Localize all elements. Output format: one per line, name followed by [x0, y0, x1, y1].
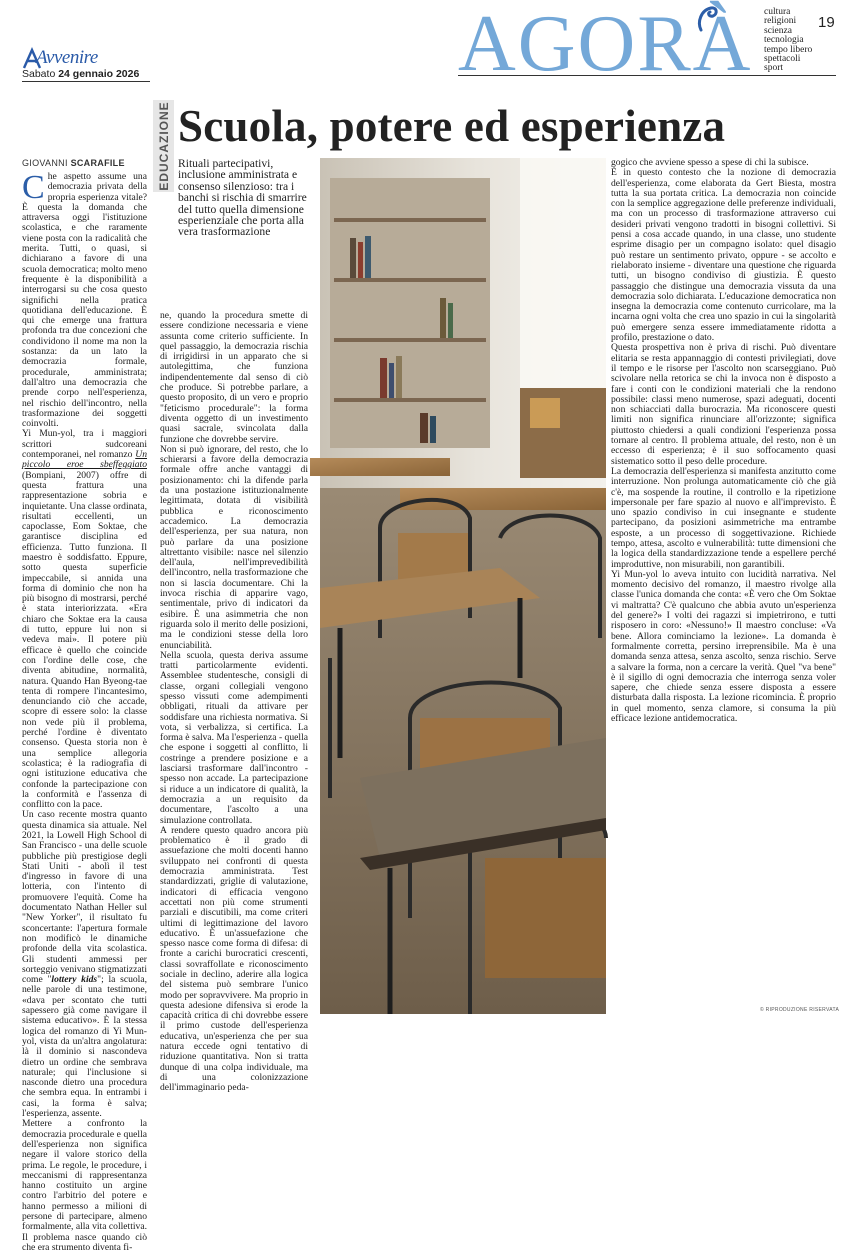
section-item: tempo libero: [764, 44, 813, 55]
page-number: 19: [818, 14, 835, 31]
author-first-name: GIOVANNI: [22, 158, 68, 168]
paragraph-text: (Bompiani, 2007) offre di questa frattura una rappresentazione sobria e inquietante. Una classe ordinata, risultati eccellenti, un capoclasse, Eom Soktae, che garantisce disciplina ed efficienza. Tutto funziona. Il maestro è soddisfatto. Eppure, sotto questa superficie impeccabile, si annida una forma di dominio che non ha più bisogno di mostrarsi, perché è stata interiorizzata. «Era chiaro che Soktae era la causa di tutto, eppure lui non si vedeva mai». Il potere più efficace è quello che coincide con l'ordine delle cose, che diventa abitudine, normalità, natura. Quando Han Byeong-tae tenta di rompere l'incantesimo, denunciando ciò che accade, scopre di essere solo: la classe non vede più il problema, perché l'ordine è diventato consenso. Questa storia non è una semplice allegoria scolastica; è la radiografia di ogni istituzione educativa che confonde la partecipazione con la conformità e l'assenza di conflitto con la pace.: [22, 469, 147, 811]
section-item: religioni: [764, 16, 797, 27]
paragraph-text: "; la scuola, nelle parole di una testimone, «dava per scontato che tutti sapessero già come navigare il sistema educativo». È la stessa logica del romanzo di Yi Mun-yol, vista da un'altra angolatura: là il dominio si nascondeva dietro un ordine che sembrava naturale; qui l'inclusione si nasconde dietro una procedura che sembra equa. In entrambi i casi, la forma è salva; l'esperienza, assente.: [22, 974, 147, 1120]
paragraph-text: Un caso recente mostra quanto questa dinamica sia attuale. Nel 2021, la Lowell High School di San Francisco - una delle scuole pubbliche più prestigiose degli Stati Uniti - abolì il test d'ingresso in favore di una lotteria, con l'intento di promuovere l'equità. Come ha documentato Nathan Heller sul "New Yorker", il risultato fu sconcertante: l'apertura formale non modificò le dinamiche profonde della vita scolastica. Gli studenti ammessi per sorteggio venivano stigmatizzati come ": [22, 809, 147, 986]
section-rule: [458, 75, 836, 76]
section-name: AGORÀ: [458, 0, 753, 88]
paragraph: È in questo contesto che la nozione di democrazia dell'esperienza, come elaborata da Gert Biesta, mostra tutta la sua portata critica. La democrazia non coincide con la semplice aggregazione delle preferenze individuali, ma con un processo di trasformazione attraverso cui desideri privati vengono tradotti in bisogni collettivi. Si pensi a cosa accade quando, in una classe, uno studente esprime disagio per un compagno isolato: quel disagio può restare un sentimento privato, oppure - se accolto e rielaborato insieme - diventare una questione che riguarda tutti, un bisogno condiviso di giustizia. È questo passaggio che distingue una democrazia vissuta da una democrazia solo dichiarata. L'educazione democratica non insegna la democrazia come contenuto curricolare, ma la incarna ogni volta che crea uno spazio in cui la singolarità può emergere senza essere immediatamente ridotta a profilo, prestazione o dato.: [611, 167, 836, 344]
logo-text: Avvenire: [36, 47, 98, 68]
section-label-text: EDUCAZIONE: [156, 101, 171, 191]
book-title: Un piccolo eroe sbeffeggiato: [22, 449, 147, 471]
section-item: sport: [764, 63, 783, 74]
section-item: scienza: [764, 25, 792, 36]
article-column-3: [611, 158, 836, 1006]
article-title: Scuola, potere ed esperienza: [178, 101, 726, 151]
quoted-term: lottery kids: [51, 974, 98, 986]
paragraph: [22, 429, 147, 810]
section-item: tecnologia: [764, 35, 804, 46]
paragraph: [22, 810, 147, 1119]
paragraph: A rendere questo quadro ancora più problematico è il grado di assuefazione che molti docenti hanno sviluppato nei confronti di questa democrazia amministrata. Test standardizzati, griglie di valutazione, indicatori di efficacia vengono accettati non più come strumenti parziali e discutibili, ma come criteri ultimi di legittimazione del lavoro educativo. È un'assuefazione che spesso nasce come forma di difesa: di fronte a carichi burocratici crescenti, classi sovraffollate e riconoscimento sociale in declino, aderire alla logica del sistema può sembrare l'unico modo per sopravvivere. Ma proprio in questa adesione difensiva si erode la capacità critica di chi dovrebbe essere il primo custode dell'esperienza educativa, un'esperienza che per sua natura eccede ogni tentativo di riduzione quantitativa. Non si tratta dunque di una colpa individuale, ma di una colonizzazione dell'immaginario peda-: [160, 824, 308, 1094]
classroom-illustration: [320, 158, 606, 1014]
article-column-1: [22, 169, 147, 1253]
article-column-2: [160, 310, 308, 1094]
paragraph: Questa prospettiva non è priva di rischi. Può diventare elitaria se resta appannaggio di contesti privilegiati, dove il tempo e le risorse per l'ascolto non scarseggiano. Può scivolare nella retorica se chi la invoca non è disposto a fare i conti con le condizioni materiali che la rendono possibile: classi meno numerose, spazi adeguati, docenti non schiacciati dalla burocrazia. Ma riconoscere questi limiti non significa rinunciare all'orizzonte; significa piuttosto chiedersi a quali condizioni l'esperienza possa tornare al centro. Il problema attuale, del resto, non è un eccesso di esperienza; è il suo soffocamento quasi sistematico sotto il peso delle procedure.: [611, 342, 836, 467]
avvenire-logo: [22, 47, 98, 70]
article-subtitle: Rituali partecipativi, inclusione amministrata e consenso silenzioso: tra i banchi si rischia di smarrire del tutto quella dimensione esperienziale che porta alla vera trasformazione: [178, 157, 307, 239]
paragraph-text: he aspetto assume una democrazia privata della propria esperienza vitale? È questa la domanda che attraversa oggi l'istituzione scolastica, e che raramente viene posta con la radicalità che merita. Tutti, o quasi, si dichiarano a favore di una scuola democratica; molto meno frequente è la disponibilità a interrogarsi su che cosa questo significhi nella pratica quotidiana dell'educazione. È qui che emerge una frattura profonda tra due concezioni che condividono il nome ma non la sostanza: da un lato la democrazia formale, procedurale, amministrata; dall'altro una democrazia che prende corpo nell'esperienza, nel rischio dell'incontro, nella trasformazione dei soggetti coinvolti.: [22, 171, 147, 430]
issue-date: [22, 68, 139, 80]
paragraph: Mettere a confronto la democrazia procedurale e quella dell'esperienza non significa negare il valore storico della prima. Le regole, le procedure, i meccanismi di rappresentanza hanno costituito un argine contro l'arbitrio del potere e hanno permesso a milioni di persone di partecipare, almeno formalmente, alla vita collettiva. Il problema nasce quando ciò che era strumento diventa fi-: [22, 1118, 147, 1253]
paragraph: Non si può ignorare, del resto, che lo schierarsi a favore della democrazia formale offre anche vantaggi di posizionamento: chi la difende parla da una postazione istituzionalmente legittimata, dotata di visibilità pubblica e riconoscimento accademico. La democrazia dell'esperienza, per sua natura, non può parlare da una posizione altrettanto visibile: nasce nel silenzio dell'aula, nell'imprevedibilità dell'incontro, nella trasformazione che non si lascia documentare. Chi la invoca rischia di apparire vago, sentimentale, privo di indicatori da esibire. È una asimmetria che non riguarda solo il merito delle posizioni, ma le condizioni stesse della loro enunciabilità.: [160, 443, 308, 651]
masthead-rule: [22, 81, 150, 82]
paragraph-text: Yi Mun-yol, tra i maggiori scrittori sudcoreani contemporanei, nel romanzo: [22, 428, 147, 461]
copyright-notice: © RIPRODUZIONE RISERVATA: [760, 1007, 840, 1013]
section-item: cultura: [764, 7, 791, 17]
paragraph: Nella scuola, questa deriva assume tratti particolarmente evidenti. Assemblee studentesche, consigli di classe, organi collegiali vengono spesso vissuti come adempimenti obbligati, rituali da attivare per soddisfare una richiesta normativa. Si vota, si verbalizza, si certifica. La forma è salva. Ma l'esperienza - quella che espone i soggetti al conflitto, li costringe a prendere posizione e a lasciarsi trasformare dall'incontro - spesso non accade. La partecipazione si riduce a un indicatore di qualità, la democrazia a un requisito da documentare, l'ascolto a una simulazione controllata.: [160, 649, 308, 826]
paragraph: La democrazia dell'esperienza si manifesta anzitutto come interruzione. Non prolunga automaticamente ciò che già c'è, ma sospende la routine, il controllo e la ripetizione impersonale per fare spazio al nuovo e all'imprevisto. È uno spazio condiviso in cui insegnante e studente partecipano, da posizioni asimmetriche ma entrambe esposte, a un processo di soggettivazione. Richiede tempo, attesa, ascolto e vulnerabilità: tutte dimensioni che la logica della standardizzazione tende a espellere perché improduttive, non misurabili, non garantibili.: [611, 465, 836, 570]
author-byline: [22, 158, 125, 168]
paragraph: gogico che avviene spesso a spese di chi la subisce.: [611, 157, 809, 168]
paragraph: ne, quando la procedura smette di essere condizione necessaria e viene assunta come criterio sufficiente. In quel passaggio, la democrazia rischia di irrigidirsi in un apparato che si autolegittima, che funziona indipendentemente dal senso di ciò che produce. Si potrebbe parlare, a questo proposito, di un vero e proprio "feticismo procedurale": la forma diventa oggetto di un investimento quasi sacrale, svincolata dalla funzione che dovrebbe servire.: [160, 310, 308, 445]
paragraph: Yi Mun-yol lo aveva intuito con lucidità narrativa. Nel momento decisivo del romanzo, il maestro rivolge alla classe l'unica domanda che conta: «È vero che Om Soktae vi maltratta? C'è qualcuno che abbia avuto un'esperienza del genere?» I volti dei ragazzi si impietrirono, e tutti risposero in coro: «Nessuno!» Il maestro concluse: «Va bene. Allora cominciamo la lezione». La domanda è formalmente corretta, persino irreprensibile. Ma è una domanda senza attesa, senza ascolto, senza rischio. Serve a salvare la forma, non a cercare la verità. Quel "va bene" è il sigillo di ogni democrazia che interroga senza voler sapere, che chiede senza essere disposta a essere disturbata dalla risposta. La lezione ricomincia. È proprio in quel momento, senza clamore, si consuma la più efficace lezione antidemocratica.: [611, 568, 836, 725]
section-label: [153, 100, 174, 192]
section-item: spettacoli: [764, 54, 801, 65]
author-last-name: SCARAFILE: [70, 158, 125, 168]
classroom-photo: [320, 158, 606, 1014]
date-value: 24 gennaio 2026: [58, 68, 140, 80]
date-day: Sabato: [22, 68, 56, 80]
agora-swirl-icon: [695, 6, 719, 32]
paragraph: [22, 169, 147, 430]
drop-cap: C: [22, 169, 45, 206]
